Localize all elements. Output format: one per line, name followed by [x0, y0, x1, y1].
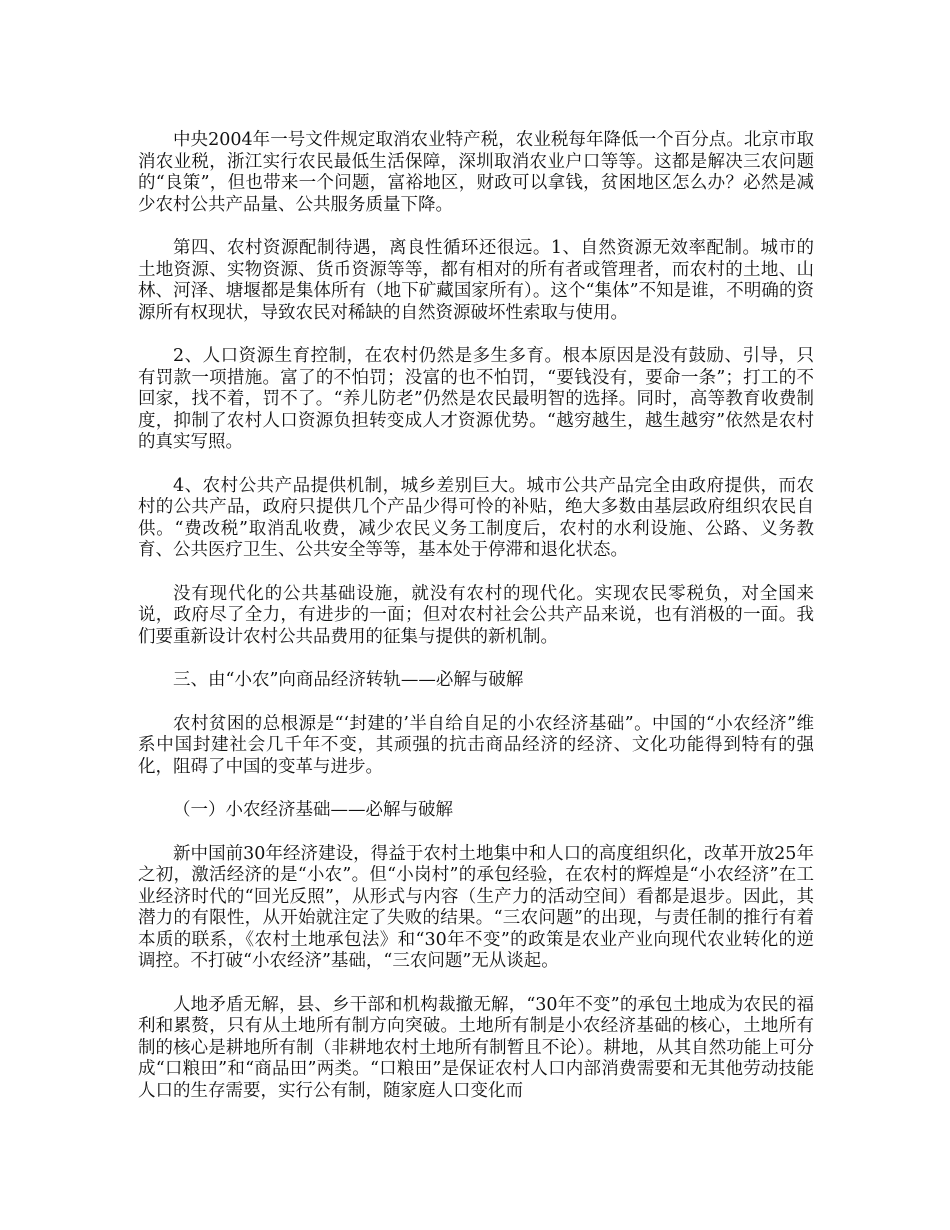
subsection-heading: （一）小农经济基础——必解与破解 [173, 800, 453, 820]
section-heading: 三、由“小农”向商品经济转轨——必解与破解 [173, 670, 524, 690]
paragraph-8: 人地矛盾无解，县、乡干部和机构裁撤无解，“30年不变”的承包土地成为农民的福利和累赘，只有从土地所有制方向突破。土地所有制是小农经济基础的核心，土地所有制的核心是耕地所有制（非耕地农村土地所有制暂且不论）。耕地，从其自然功能上可分成“口粮田”和“商品田”两类。“口粮田”是保证农村人口内部消费需要和无其他劳动技能人口的生存需要，实行公有制，随家庭人口变化而 [138, 994, 814, 1101]
paragraph-1: 中央2004年一号文件规定取消农业特产税，农业税每年降低一个百分点。北京市取消农业税，浙江实行农民最低生活保障，深圳取消农业户口等等。这都是解决三农问题的“良策”，但也带来一个问题，富裕地区，财政可以拿钱，贫困地区怎么办？必然是减少农村公共产品量、公共服务质量下降。 [138, 130, 814, 215]
paragraph-3: 2、人口资源生育控制，在农村仍然是多生多育。根本原因是没有鼓励、引导，只有罚款一项措施。富了的不怕罚；没富的也不怕罚，“要钱没有，要命一条”；打工的不回家，找不着，罚不了。“养儿防老”仍然是农民最明智的选择。同时，高等教育收费制度，抑制了农村人口资源负担转变成人才资源优势。“越穷越生，越生越穷”依然是农村的真实写照。 [138, 346, 814, 452]
paragraph-6: 农村贫困的总根源是“‘封建的’半自给自足的小农经济基础”。中国的“小农经济”维系中国封建社会几千年不变，其顽强的抗击商品经济的经济、文化功能得到特有的强化，阻碍了中国的变革与进步。 [138, 713, 814, 777]
document-body [138, 130, 814, 1124]
paragraph-5: 没有现代化的公共基础设施，就没有农村的现代化。实现农民零税负，对全国来说，政府尽了全力，有进步的一面；但对农村社会公共产品来说，也有消极的一面。我们要重新设计农村公共品费用的征集与提供的新机制。 [138, 583, 814, 647]
paragraph-4: 4、农村公共产品提供机制，城乡差别巨大。城市公共产品完全由政府提供，而农村的公共产品，政府只提供几个产品少得可怜的补贴，绝大多数由基层政府组织农民自供。“费改税”取消乱收费，减少农民义务工制度后，农村的水利设施、公路、义务教育、公共医疗卫生、公共安全等等，基本处于停滞和退化状态。 [138, 475, 814, 560]
paragraph-2: 第四、农村资源配制待遇，离良性循环还很远。1、自然资源无效率配制。城市的土地资源、实物资源、货币资源等等，都有相对的所有者或管理者，而农村的土地、山林、河泽、塘堰都是集体所有（地下矿藏国家所有）。这个“集体”不知是谁，不明确的资源所有权现状，导致农民对稀缺的自然资源破坏性索取与使用。 [138, 238, 814, 323]
paragraph-7: 新中国前30年经济建设，得益于农村土地集中和人口的高度组织化，改革开放25年之初，激活经济的是“小农”。但“小岗村”的承包经验，在农村的辉煌是“小农经济”在工业经济时代的“回光反照”，从形式与内容（生产力的活动空间）看都是退步。因此，其潜力的有限性，从开始就注定了失败的结果。“三农问题”的出现，与责任制的推行有着本质的联系，《农村土地承包法》和“30年不变”的政策是农业产业向现代农业转化的逆调控。不打破“小农经济”基础，“三农问题”无从谈起。 [138, 843, 814, 971]
